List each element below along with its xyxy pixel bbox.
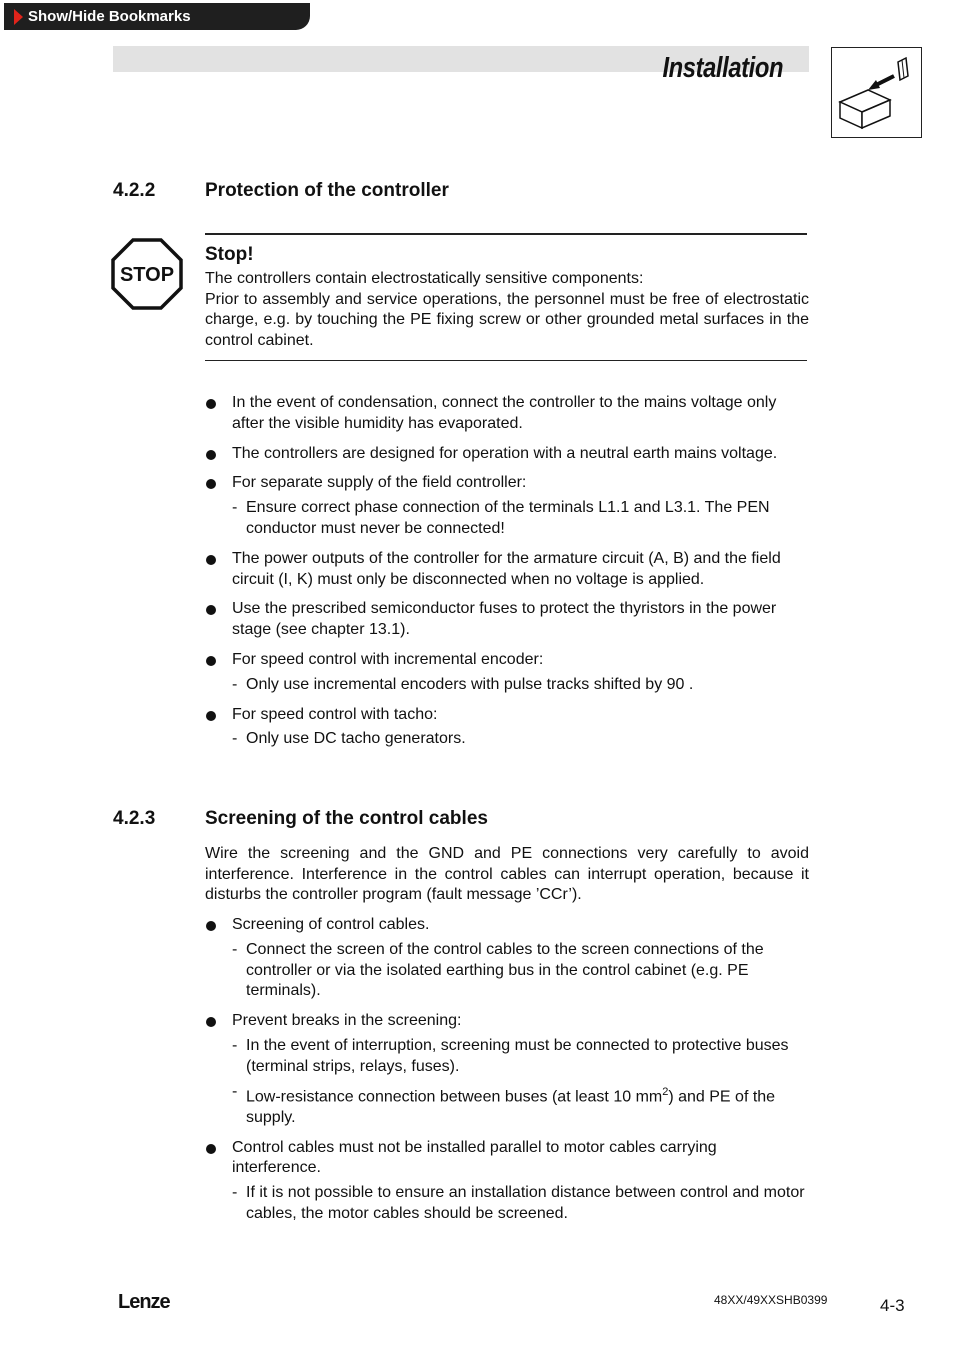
installation-box-icon: [831, 47, 922, 138]
sub-item-text: Only use DC tacho generators.: [246, 730, 466, 748]
bullet-icon: [206, 1017, 216, 1027]
page-number: 4-3: [880, 1296, 905, 1315]
section-number: 4.2.3: [113, 808, 156, 829]
stop-box-bottom-rule: [205, 360, 807, 361]
list-item-text: For speed control with incremental encoder:: [232, 650, 544, 668]
chapter-title: Installation: [662, 52, 783, 84]
sub-item: - Only use incremental encoders with pulse tracks shifted by 90 .: [232, 675, 694, 693]
list-item-text: The power outputs of the controller for the armature circuit (A, B) and the field circuit (I, K) must only be disconnected when no voltage is applied.: [232, 549, 781, 588]
arrow-right-icon: [14, 9, 23, 25]
screening-intro: Wire the screening and the GND and PE connections very carefully to avoid interference. Interference in the control cables can interrupt operation, because it disturbs the controller program (fault message ’CCr’).: [205, 845, 809, 903]
sub-item-text: ) and PE of the supply.: [246, 1087, 776, 1126]
stop-box-top-rule: [205, 233, 807, 235]
list-item-text: For separate supply of the field controller:: [232, 474, 527, 492]
section-title: Screening of the control cables: [205, 808, 488, 829]
bullet-icon: [206, 450, 216, 460]
list-item-text: For speed control with tacho:: [232, 705, 438, 723]
stop-sign-text: STOP: [119, 264, 175, 286]
section-number: 4.2.2: [113, 180, 156, 201]
screening-list: [205, 915, 809, 1234]
sub-item: - In the event of interruption, screening must be connected to protective buses (terminal strips, relays, fuses).: [232, 1036, 789, 1075]
list-item: [205, 1138, 809, 1225]
bullet-icon: [206, 921, 216, 931]
bullet-icon: [206, 656, 216, 666]
list-item-text: In the event of condensation, connect the controller to the mains voltage only after the visible humidity has evaporated.: [232, 394, 777, 432]
lenze-logo: Lenze: [118, 1291, 170, 1313]
bullet-icon: [206, 479, 216, 489]
superscript: 2: [662, 1085, 669, 1098]
document-id: 48XX/49XXSHB0399: [714, 1293, 828, 1307]
list-item: [205, 650, 809, 696]
stop-sign-icon: [111, 238, 183, 310]
list-item-text: Screening of control cables.: [232, 916, 430, 933]
bullet-icon: [206, 1144, 216, 1154]
bullet-icon: [206, 605, 216, 615]
list-item-text: Use the prescribed semiconductor fuses to protect the thyristors in the power stage (see chapter 13.1).: [232, 600, 777, 639]
sub-item-text: Only use incremental encoders with pulse tracks shifted by 90 .: [246, 675, 694, 693]
sub-item: - If it is not possible to ensure an installation distance between control and motor cables, the motor cables should be screened.: [232, 1184, 805, 1222]
bullet-icon: [206, 399, 216, 409]
sub-item-text: In the event of interruption, screening must be connected to protective buses (terminal strips, relays, fuses).: [246, 1036, 789, 1075]
list-item-text: The controllers are designed for operation with a neutral earth mains voltage.: [232, 444, 778, 462]
sub-item: - Connect the screen of the control cables to the screen connections of the controller or via the isolated earthing bus in the control cabinet (e.g. PE terminals).: [232, 940, 764, 1000]
sub-item-text: Connect the screen of the control cables to the screen connections of the controller or via the isolated earthing bus in the control cabinet (e.g. PE terminals).: [246, 940, 764, 1000]
list-item: [205, 599, 809, 641]
sub-item: - Ensure correct phase connection of the terminals L1.1 and L3.1. The PEN conductor must never be connected!: [232, 499, 770, 537]
show-hide-bookmarks-button[interactable]: [4, 3, 310, 30]
stop-warning-line: Prior to assembly and service operations, the personnel must be free of electrostatic charge, e.g. by touching the PE fixing screw or other grounded metal surfaces in the control cabinet.: [205, 290, 809, 349]
stop-warning-text: [205, 269, 809, 351]
list-item: [205, 705, 809, 751]
sub-item-text: If it is not possible to ensure an installation distance between control and motor cables, the motor cables should be screened.: [246, 1184, 805, 1222]
list-item: [205, 1011, 809, 1128]
stop-heading: Stop!: [205, 244, 254, 265]
list-item-text: Control cables must not be installed parallel to motor cables carrying interference.: [232, 1138, 717, 1177]
bullet-icon: [206, 555, 216, 565]
sub-item-text: Ensure correct phase connection of the terminals L1.1 and L3.1. The PEN conductor must never be connected!: [246, 499, 770, 537]
list-item: [205, 444, 809, 465]
list-item: [205, 549, 809, 591]
bullet-icon: [206, 711, 216, 721]
section-title: Protection of the controller: [205, 180, 449, 201]
list-item: [205, 473, 809, 539]
sub-item: - Only use DC tacho generators.: [232, 730, 466, 748]
list-item: [205, 915, 809, 1002]
sub-item: - Low-resistance connection between buses (at least 10 $mm^2$) and PE of the supply.: [232, 1082, 776, 1126]
list-item-text: Prevent breaks in the screening:: [232, 1012, 462, 1030]
protection-list: [205, 393, 809, 759]
sub-item-text: Low-resistance connection between buses (at least 10 mm: [246, 1087, 663, 1105]
bookmarks-label: Show/Hide Bookmarks: [28, 8, 191, 25]
list-item: [205, 393, 809, 435]
stop-warning-line: The controllers contain electrostatically sensitive components:: [205, 270, 644, 287]
